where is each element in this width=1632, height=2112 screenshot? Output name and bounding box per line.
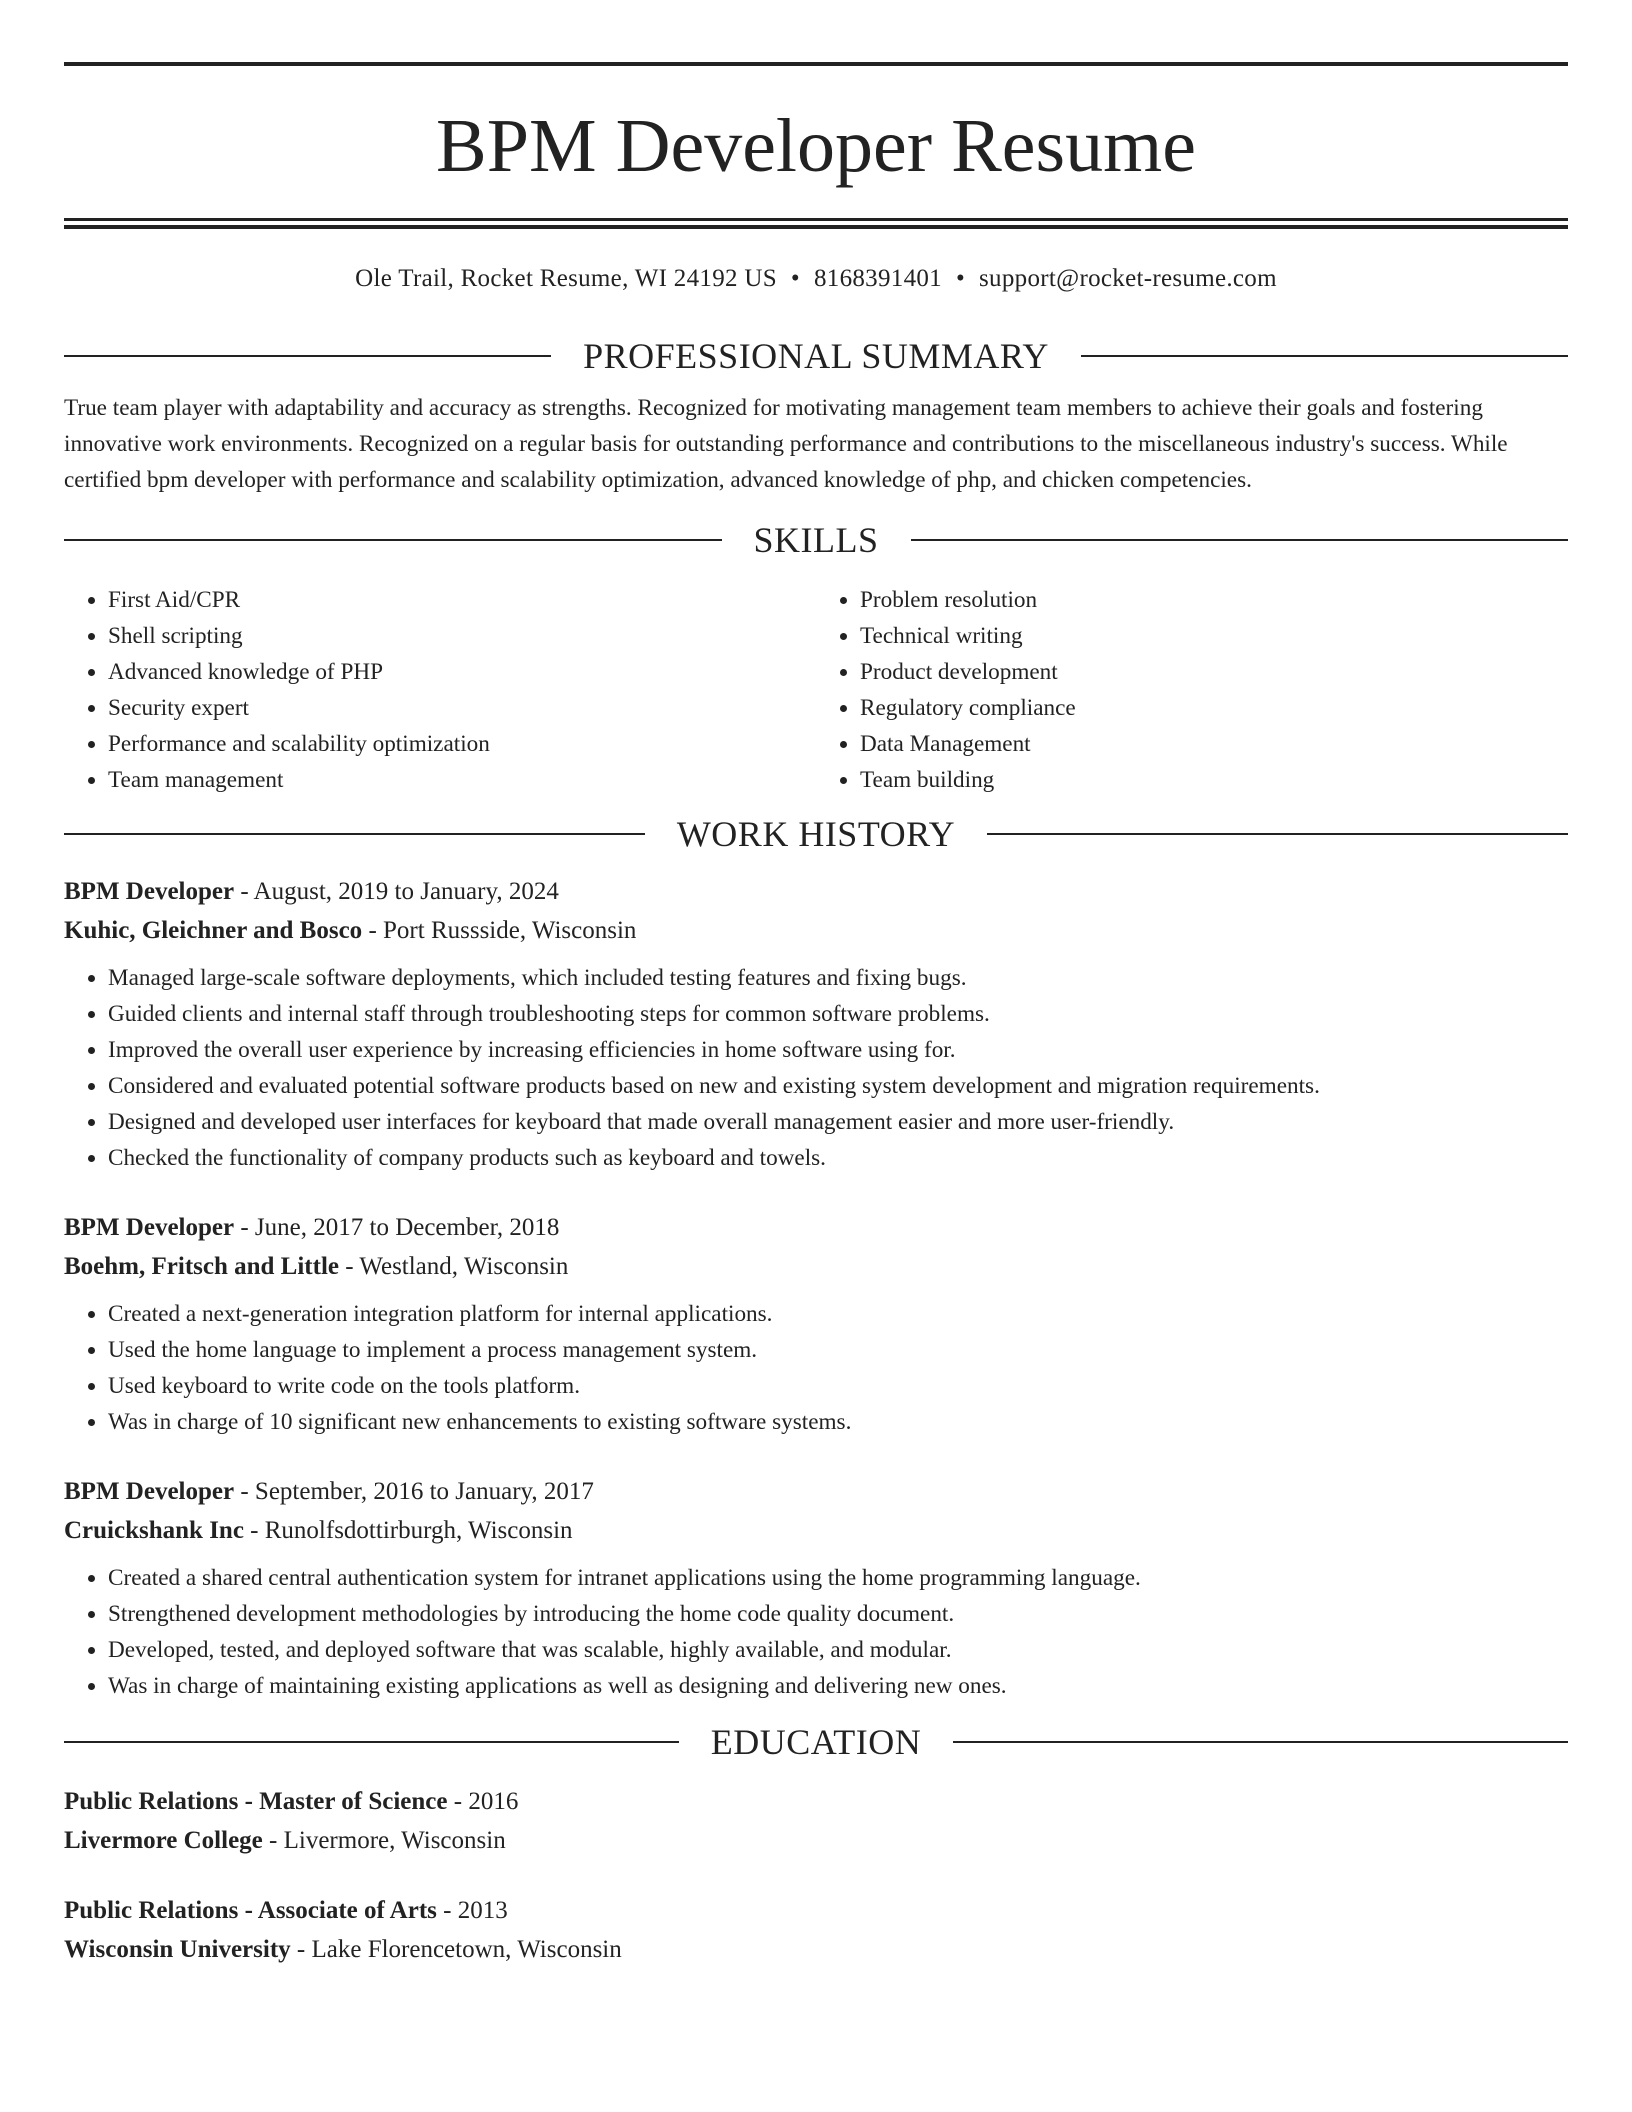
job-bullet: • Strengthened development methodologies by introducing the home code quality document. [108,1596,1568,1632]
contact-separator: • [955,265,966,292]
job-entry [64,872,1568,1176]
job-company-line [64,1247,1568,1286]
education-school-line [64,1821,1568,1860]
job-company-line [64,911,1568,950]
education-year: - 2013 [436,1897,508,1924]
job-location: - Westland, Wisconsin [339,1253,569,1280]
job-bullet: • Developed, tested, and deployed software that was scalable, highly available, and modular. [108,1632,1568,1668]
summary-text: True team player with adaptability and accuracy as strengths. Recognized for motivating management team members to achieve their goals and fostering innovative work environments. Recognized on a regular basis for outstanding performance and contributions to the miscellaneous industry's success. While certified bpm developer with performance and scalability optimization, advanced knowledge of php, and chicken competencies. [64,395,1508,493]
job-entry [64,1472,1568,1704]
job-bullet: • Managed large-scale software deployments, which included testing features and fixing bugs. [108,960,1568,996]
education-degree-line [64,1782,1568,1821]
education-school-line [64,1930,1568,1969]
job-dates: - September, 2016 to January, 2017 [234,1478,594,1505]
skill-item: • First Aid/CPR [108,582,816,618]
section-heading-skills [64,518,1568,562]
skill-item: • Team management [108,762,816,798]
education-school: Livermore College [64,1827,263,1854]
job-dates: - June, 2017 to December, 2018 [234,1214,560,1241]
skills-list [64,582,1568,798]
job-bullet: • Guided clients and internal staff through troubleshooting steps for common software problems. [108,996,1568,1032]
job-title-line [64,872,1568,911]
job-bullets [64,960,1568,1176]
heading-rule [987,833,1568,835]
contact-address: Ole Trail, Rocket Resume, WI 24192 US [355,265,777,292]
section-title: EDUCATION [710,1722,922,1762]
skill-item: • Performance and scalability optimization [108,726,816,762]
job-bullet: • Designed and developed user interfaces for keyboard that made overall management easier and more user-friendly. [108,1104,1568,1140]
section-title: WORK HISTORY [676,814,956,854]
job-bullet: • Created a next-generation integration platform for internal applications. [108,1296,1568,1332]
job-bullet: • Created a shared central authentication system for intranet applications using the home programming language. [108,1560,1568,1596]
contact-separator: • [790,265,800,292]
skill-item: • Product development [860,654,1568,690]
contact-line [64,262,1568,296]
job-bullet: • Was in charge of maintaining existing applications as well as designing and delivering new ones. [108,1668,1568,1704]
heading-rule [1081,355,1568,357]
job-title-line [64,1208,1568,1247]
education-location: - Lake Florencetown, Wisconsin [290,1936,622,1963]
job-title: BPM Developer [64,878,235,905]
heading-rule [953,1741,1568,1743]
education-school: Wisconsin University [64,1936,291,1963]
education-degree-line [64,1891,1568,1930]
contact-phone: 8168391401 [813,265,942,292]
job-location: - Runolfsdottirburgh, Wisconsin [243,1517,573,1544]
skill-item: • Security expert [108,690,816,726]
skill-item: • Data Management [860,726,1568,762]
job-bullet: • Improved the overall user experience by increasing efficiencies in home software using for. [108,1032,1568,1068]
education-entry [64,1891,1568,1969]
skill-item: • Shell scripting [108,618,816,654]
education-year: - 2016 [447,1788,519,1815]
education-location: - Livermore, Wisconsin [262,1827,506,1854]
skill-item: • Advanced knowledge of PHP [108,654,816,690]
job-entry [64,1208,1568,1440]
job-bullets [64,1296,1568,1440]
job-bullet: • Used keyboard to write code on the tools platform. [108,1368,1568,1404]
job-company-line [64,1511,1568,1550]
job-bullet: • Used the home language to implement a process management system. [108,1332,1568,1368]
job-bullet: • Was in charge of 10 significant new enhancements to existing software systems. [108,1404,1568,1440]
skill-item: • Technical writing [860,618,1568,654]
heading-rule [64,833,645,835]
resume-title: BPM Developer Resume [436,104,1196,188]
heading-rule [64,355,551,357]
job-bullet: • Considered and evaluated potential software products based on new and existing system development and migration requirements. [108,1068,1568,1104]
education-entry [64,1782,1568,1860]
job-dates: - August, 2019 to January, 2024 [234,878,559,905]
job-company: Cruickshank Inc [64,1517,244,1544]
title-double-rule [64,218,1568,229]
skill-item: • Regulatory compliance [860,690,1568,726]
section-title: SKILLS [753,520,879,560]
top-rule [64,62,1568,66]
skill-item: • Team building [860,762,1568,798]
job-bullet: • Checked the functionality of company products such as keyboard and towels. [108,1140,1568,1176]
job-company: Boehm, Fritsch and Little [64,1253,339,1280]
education-degree: Public Relations - Master of Science [64,1788,448,1815]
section-heading-work [64,812,1568,856]
heading-rule [64,539,722,541]
job-title: BPM Developer [64,1214,235,1241]
job-title: BPM Developer [64,1478,235,1505]
job-location: - Port Russside, Wisconsin [362,917,637,944]
skill-item: • Problem resolution [860,582,1568,618]
section-heading-education [64,1720,1568,1764]
education-degree: Public Relations - Associate of Arts [64,1897,437,1924]
heading-rule [911,539,1569,541]
skills-column-left [64,582,816,798]
section-title: PROFESSIONAL SUMMARY [583,336,1049,376]
job-title-line [64,1472,1568,1511]
contact-email: support@rocket-resume.com [979,265,1277,292]
heading-rule [64,1741,679,1743]
job-bullets [64,1560,1568,1704]
section-heading-summary [64,334,1568,378]
job-company: Kuhic, Gleichner and Bosco [64,917,363,944]
skills-column-right [816,582,1568,798]
